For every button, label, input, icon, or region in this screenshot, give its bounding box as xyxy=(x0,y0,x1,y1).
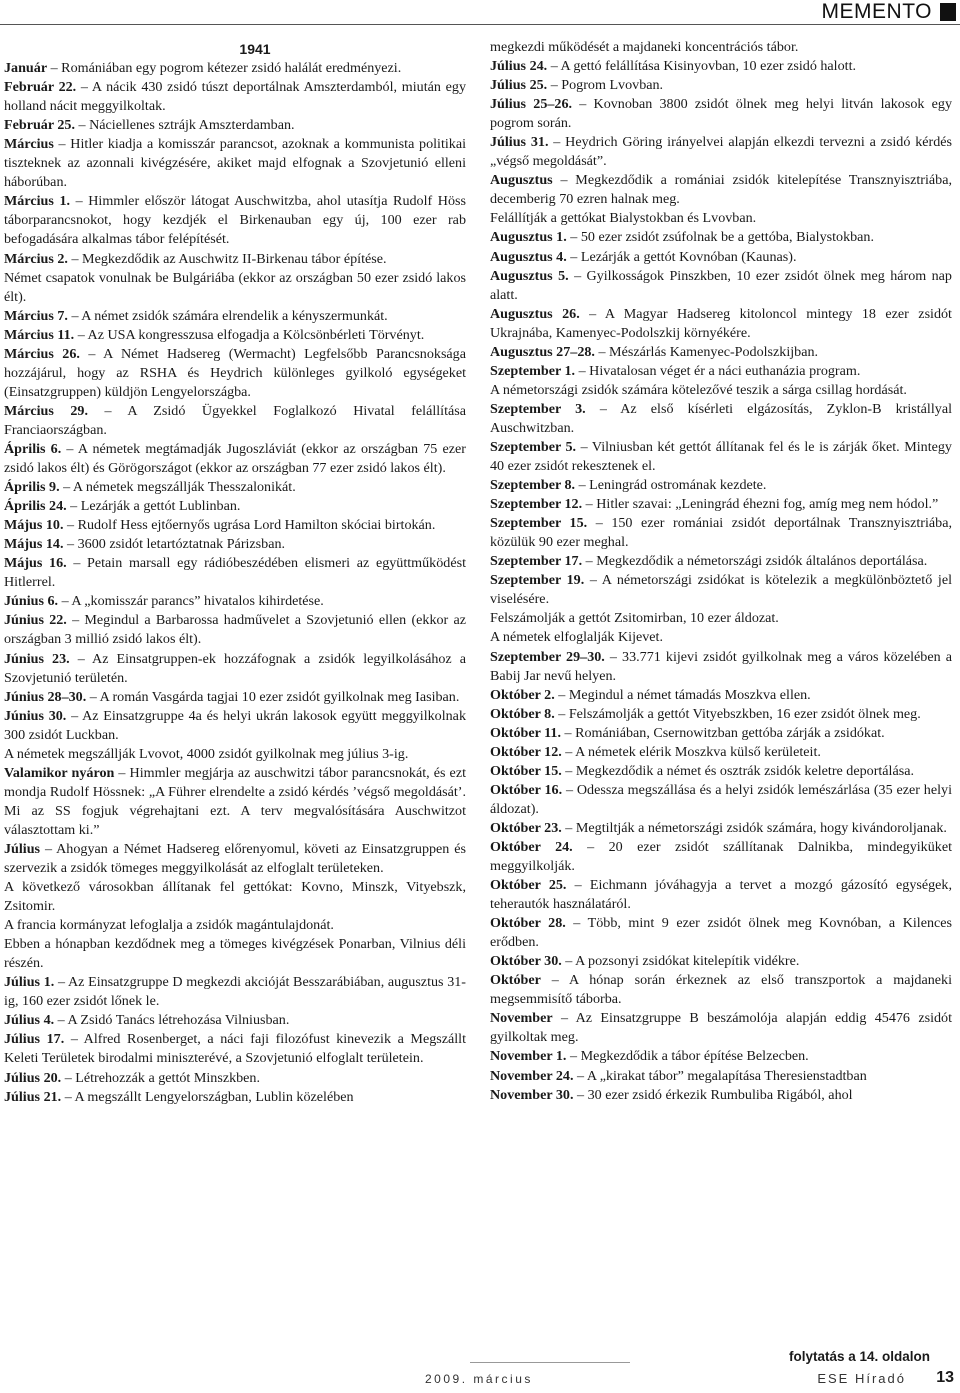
timeline-entry xyxy=(490,971,952,1009)
entry-text: – Gyilkosságok Pinszkben, 10 ezer zsidót ölnek meg három nap alatt. xyxy=(490,267,952,303)
entry-text: – A hónap során érkeznek az első transzportok a majdaneki megsemmisítő táborba. xyxy=(490,972,952,1008)
entry-text: – Ahogyan a Német Hadsereg előrenyomul, követi az Einsatzgruppen és szervezik a zsidók tömeges meggyilkolását az elfoglalt területeken. xyxy=(4,840,466,877)
entry-date: Július 25. xyxy=(490,77,548,94)
entry-text: – Több, mint 9 ezer zsidót ölnek meg Kovnóban, a Kilences erődben. xyxy=(490,915,952,951)
timeline-entry xyxy=(4,878,466,916)
entry-text: – Leningrád ostromának kezdete. xyxy=(575,477,767,494)
entry-date: Július 20. xyxy=(4,1069,62,1086)
timeline-entry xyxy=(490,609,952,628)
entry-date: Április 9. xyxy=(4,479,60,496)
timeline-entry xyxy=(4,535,466,554)
timeline-entry xyxy=(490,362,952,381)
footer-date: 2009. március xyxy=(425,1372,533,1386)
entry-text: – Lezárják a gettót Lublinban. xyxy=(66,498,241,515)
entry-text: – Megkezdődik a német és osztrák zsidók keletre deportálása. xyxy=(561,762,914,779)
entry-date: Szeptember 17. xyxy=(490,553,583,570)
entry-date: Június 28–30. xyxy=(4,688,87,705)
entry-date: Március 11. xyxy=(4,326,75,343)
entry-text: – Megkezdődik az Auschwitz II-Birkenau tábor építése. xyxy=(67,250,387,267)
section-marker xyxy=(940,3,956,21)
entry-text: – Rudolf Hess ejtőernyős ugrása Lord Hamilton skóciai birtokán. xyxy=(63,517,436,534)
entry-date: Július xyxy=(4,840,41,857)
timeline-entry xyxy=(490,819,952,838)
timeline-entry xyxy=(4,1011,466,1030)
timeline-entry xyxy=(490,876,952,914)
entry-date: Október 11. xyxy=(490,724,561,741)
timeline-entry xyxy=(490,514,952,552)
entry-date: Február 22. xyxy=(4,79,77,96)
entry-date: November xyxy=(490,1010,553,1027)
timeline-entry xyxy=(490,571,952,609)
entry-date: Július 1. xyxy=(4,974,55,991)
entry-date: Június 6. xyxy=(4,593,59,610)
footer-publication: ESE Híradó xyxy=(817,1371,906,1386)
entry-text: – A nácik 430 zsidó túszt deportálnak Amszterdamból, miután egy holland nácit meggyilkoltak. xyxy=(4,79,466,115)
entry-text: – A gettó felállítása Kisinyovban, 10 ezer zsidó halott. xyxy=(547,58,857,75)
timeline-entry xyxy=(490,1067,952,1086)
timeline-entry xyxy=(4,688,466,707)
timeline-entry xyxy=(490,914,952,952)
entry-text: – A Német Hadsereg (Wermacht) Legfelsőbb Parancsnoksága hozzájárul, hogy az RSHA és Heydrich különleges gyilkoló egységeket (Einsatzgruppen) küldjön Lengyelországba. xyxy=(4,345,466,400)
entry-date: Június 22. xyxy=(4,612,67,629)
entry-text: A következő városokban állítanak fel gettókat: Kovno, Minszk, Vityebszk, Zsitomir. xyxy=(4,879,466,915)
entry-date: Október 24. xyxy=(490,838,573,855)
entry-date: Május 14. xyxy=(4,536,64,553)
entry-text: – Az Einsatzgruppe B beszámolója alapján eddig 45476 zsidót gyilkoltak meg. xyxy=(490,1010,952,1046)
timeline-entry xyxy=(4,402,466,440)
entry-date: Január xyxy=(4,60,48,77)
year-heading: 1941 xyxy=(239,41,271,57)
entry-date: Március 2. xyxy=(4,250,68,267)
entry-text: – Alfred Rosenberget, a náci faji filozófust kinevezik a Megszállt Keleti Területek birodalmi miniszterévé, a Szovjetunió elfoglalt területein. xyxy=(4,1031,466,1067)
entry-date: Március xyxy=(4,136,54,153)
entry-text: – Megindul a Barbarossa hadművelet a Szovjetunió ellen (ekkor az országban 3 millió zsidó lakos élt). xyxy=(4,612,466,648)
entry-text: – Odessza megszállása és a helyi zsidók lemészárlása (35 ezer helyi áldozat). xyxy=(490,781,952,817)
entry-text: – Létrehozzák a gettót Minszkben. xyxy=(61,1069,260,1086)
entry-text: – Himmler megjárja az auschwitzi tábor parancsnokát, és ezt mondja Rudolf Hössnek: „A Führer elrendelte a zsidó kérdés ’végső megoldását’. Mi az SS fogjuk végrehajtani ezt. A terv megvalósítására Auschwitzot választottam ki.” xyxy=(4,764,466,838)
timeline-entry xyxy=(490,476,952,495)
entry-date: Október xyxy=(490,972,541,989)
timeline-entry xyxy=(4,497,466,516)
entry-text: – Megkezdődik a romániai zsidók kitelepítése Transznyisztriába, decemberig 70 ezren halnak meg. xyxy=(490,172,952,208)
timeline-entry xyxy=(490,171,952,209)
timeline-entry xyxy=(4,935,466,973)
timeline-entry xyxy=(490,743,952,762)
timeline-entry xyxy=(4,59,466,78)
left-entries xyxy=(4,59,466,1107)
entry-text: – A németek elérik Moszkva külső kerületeit. xyxy=(561,743,821,760)
entry-date: Július 21. xyxy=(4,1088,62,1105)
timeline-entry xyxy=(4,326,466,345)
entry-text: Felállítják a gettókat Bialystokban és Lvovban. xyxy=(490,210,757,227)
timeline-entry xyxy=(4,592,466,611)
entry-date: Szeptember 8. xyxy=(490,477,576,494)
entry-text: – Petain marsall egy rádióbeszédében elismeri az együttműködést Hitlerrel. xyxy=(4,555,466,591)
entry-text: – 30 ezer zsidó érkezik Rumbuliba Rigából, ahol xyxy=(573,1086,853,1103)
timeline-entry xyxy=(490,552,952,571)
entry-date: Október 28. xyxy=(490,915,566,932)
right-column xyxy=(490,38,952,1105)
timeline-entry xyxy=(490,400,952,438)
entry-text: – Vilniusban két gettót állítanak fel és le is zárják őket. Mintegy 40 ezer zsidót rekesztenek el. xyxy=(490,438,952,475)
timeline-entry xyxy=(490,1047,952,1066)
entry-text: – A pozsonyi zsidókat kitelepítik vidékre. xyxy=(561,953,800,970)
timeline-entry xyxy=(4,269,466,307)
entry-date: Valamikor nyáron xyxy=(4,764,115,781)
timeline-entry xyxy=(4,478,466,497)
timeline-entry xyxy=(4,516,466,535)
timeline-entry xyxy=(4,916,466,935)
entry-text: – Mészárlás Kamenyec-Podolszkijban. xyxy=(594,343,819,360)
entry-text: – Eichmann jóváhagyja a tervet a mozgó gázosító egységek, teherautók használatáról. xyxy=(490,877,952,913)
entry-text: – Az első kísérleti elgázosítás, Zyklon-B kristállyal Auschwitzban. xyxy=(490,400,952,436)
timeline-entry xyxy=(4,1030,466,1068)
entry-text: A németek elfoglalják Kijevet. xyxy=(490,629,663,646)
entry-text: – Kovnoban 3800 zsidót ölnek meg helyi litván lakosok egy pogrom során. xyxy=(490,96,952,132)
entry-date: November 24. xyxy=(490,1067,574,1084)
page-number: 13 xyxy=(936,1369,954,1386)
entry-date: November 1. xyxy=(490,1048,567,1065)
entry-text: – A Zsidó Ügyekkel Foglalkozó Hivatal felállítása Franciaországban. xyxy=(4,402,466,438)
timeline-entry xyxy=(490,1086,952,1105)
entry-text: – Himmler először látogat Auschwitzba, ahol utasítja Rudolf Höss táborparancsnokot, hogy kezdjék el Birkenauban egy új, 100 ezer rab befogadására alkalmas tábor felépítését. xyxy=(4,193,466,248)
timeline-entry xyxy=(4,707,466,745)
entry-date: Június 30. xyxy=(4,707,67,724)
entry-text: – Megindul a német támadás Moszkva ellen. xyxy=(554,686,811,703)
timeline-entry xyxy=(490,267,952,305)
timeline-entry xyxy=(490,95,952,133)
entry-text: – A Magyar Hadsereg kitoloncol mintegy 18 ezer zsidót Ukrajnába, Kamenyec-Podolszkij környékére. xyxy=(490,305,952,341)
entry-text: – Hitler kiadja a komisszár parancsot, azoknak a kommunista politikai tiszteknek az azonnali kivégzésére, akiket majd elfognak a Szovjetunió elleni háborúban. xyxy=(4,136,466,191)
timeline-entry xyxy=(490,209,952,228)
entry-text: – A németek megtámadják Jugoszláviát (ekkor az országban 75 ezer zsidó lakos élt) és Görögországot (ekkor az országban 77 ezer zsidó lakos élt). xyxy=(4,440,466,477)
entry-text: megkezdi működését a majdaneki koncentrációs tábor. xyxy=(490,39,799,55)
entry-date: Július 17. xyxy=(4,1031,65,1048)
timeline-entry xyxy=(490,648,952,686)
timeline-entry xyxy=(490,1009,952,1047)
timeline-entry xyxy=(4,745,466,764)
entry-date: Március 1. xyxy=(4,193,71,210)
entry-text: Ebben a hónapban kezdődnek meg a tömeges kivégzések Ponarban, Vilnius déli részén. xyxy=(4,936,466,972)
entry-date: Június 23. xyxy=(4,650,70,667)
entry-text: – A Zsidó Tanács létrehozása Vilniusban. xyxy=(54,1012,290,1029)
timeline-entry xyxy=(490,133,952,171)
entry-date: Augusztus xyxy=(490,172,553,189)
entry-text: – A németországi zsidókat is kötelezik a megkülönböztető jel viselésére. xyxy=(490,572,952,608)
entry-text: – Megtiltják a németországi zsidók számára, hogy kivándoroljanak. xyxy=(561,819,947,836)
entry-text: – Hivatalosan véget ér a náci euthanázia program. xyxy=(575,362,861,379)
timeline-entry xyxy=(490,343,952,362)
entry-date: Szeptember 5. xyxy=(490,438,577,455)
entry-date: Július 31. xyxy=(490,134,549,151)
entry-date: November 30. xyxy=(490,1086,574,1103)
timeline-entry xyxy=(4,1069,466,1088)
timeline-entry xyxy=(490,305,952,343)
entry-date: Július 4. xyxy=(4,1012,55,1029)
timeline-entry xyxy=(4,307,466,326)
entry-date: Szeptember 19. xyxy=(490,572,585,589)
timeline-entry xyxy=(4,650,466,688)
entry-date: Augusztus 26. xyxy=(490,305,580,322)
entry-date: Október 16. xyxy=(490,781,563,798)
timeline-entry xyxy=(4,192,466,249)
entry-text: – 20 ezer zsidót szállítanak Dalnikba, mindegyiküket meggyilkolják. xyxy=(490,838,952,875)
entry-date: Augusztus 1. xyxy=(490,229,567,246)
entry-date: Október 30. xyxy=(490,953,562,970)
entry-text: – Lezárják a gettót Kovnóban (Kaunas). xyxy=(566,248,797,265)
entry-date: Október 2. xyxy=(490,686,555,703)
timeline-entry xyxy=(490,781,952,819)
entry-date: Augusztus 27–28. xyxy=(490,343,595,360)
entry-date: Április 24. xyxy=(4,498,67,515)
entry-text: A németországi zsidók számára kötelezővé teszik a sárga csillag hordását. xyxy=(490,381,907,398)
timeline-entry xyxy=(490,724,952,743)
timeline-entry xyxy=(490,381,952,400)
entry-text: – A „kirakat tábor” megalapítása Theresienstadtban xyxy=(573,1067,867,1084)
entry-date: Október 12. xyxy=(490,743,562,760)
timeline-entry xyxy=(490,628,952,647)
entry-date: Május 10. xyxy=(4,517,64,534)
timeline-entry xyxy=(4,611,466,649)
entry-text: – Megkezdődik a tábor építése Belzecben. xyxy=(566,1048,809,1065)
entry-date: Szeptember 29–30. xyxy=(490,648,605,665)
entry-text: – Romániában egy pogrom kétezer zsidó halálát eredményezi. xyxy=(47,60,402,77)
entry-date: Május 16. xyxy=(4,555,67,572)
entry-date: Augusztus 4. xyxy=(490,248,567,265)
timeline-entry xyxy=(490,705,952,724)
entry-text: – Felszámolják a gettót Vityebszkben, 16 ezer zsidót ölnek meg. xyxy=(554,705,921,722)
timeline-entry xyxy=(4,840,466,878)
entry-date: Október 23. xyxy=(490,819,562,836)
entry-text: – Pogrom Lvovban. xyxy=(547,77,664,94)
entry-text: – A német zsidók számára elrendelik a kényszermunkát. xyxy=(67,307,388,324)
left-column xyxy=(4,40,466,1107)
entry-date: Március 29. xyxy=(4,402,88,419)
timeline-entry xyxy=(4,135,466,192)
entry-date: Október 25. xyxy=(490,877,567,894)
entry-date: Július 24. xyxy=(490,58,548,75)
entry-date: Szeptember 12. xyxy=(490,496,583,513)
timeline-entry xyxy=(490,228,952,247)
timeline-entry xyxy=(490,248,952,267)
entry-text: – Heydrich Göring irányelvei alapján elkezdi tervezni a zsidó kérdés „végső megoldását”. xyxy=(490,134,952,170)
timeline-entry xyxy=(490,838,952,876)
entry-date: Február 25. xyxy=(4,117,75,134)
entry-text: – Az USA kongresszusa elfogadja a Kölcsönbérleti Törvényt. xyxy=(74,326,425,343)
entry-text: – 50 ezer zsidót zsúfolnak be a gettóba, Bialystokban. xyxy=(566,229,874,246)
timeline-entry xyxy=(490,686,952,705)
right-entries xyxy=(490,38,952,1105)
timeline-entry xyxy=(4,973,466,1011)
entry-text: – Náciellenes sztrájk Amszterdamban. xyxy=(75,117,295,134)
entry-date: Október 15. xyxy=(490,762,562,779)
entry-text: A németek megszállják Lvovot, 4000 zsidót gyilkolnak meg július 3-ig. xyxy=(4,745,409,762)
timeline-entry xyxy=(490,76,952,95)
entry-text: – A megszállt Lengyelországban, Lublin közelében xyxy=(61,1088,354,1105)
entry-text: – Hitler szavai: „Leningrád éhezni fog, amíg meg nem hódol.” xyxy=(582,496,939,513)
timeline-entry xyxy=(490,438,952,476)
entry-text: Német csapatok vonulnak be Bulgáriába (ekkor az országban 50 ezer zsidó lakos élt). xyxy=(4,269,466,305)
entry-date: Április 6. xyxy=(4,440,62,457)
header-rule xyxy=(0,24,960,25)
footer-rule xyxy=(470,1362,630,1363)
entry-date: Október 8. xyxy=(490,705,555,722)
timeline-entry xyxy=(4,116,466,135)
timeline-entry xyxy=(4,78,466,116)
entry-text: – 3600 zsidót letartóztatnak Párizsban. xyxy=(63,536,286,553)
entry-date: Szeptember 15. xyxy=(490,515,588,532)
timeline-entry xyxy=(4,440,466,478)
entry-text: – Megkezdődik a németországi zsidók általános deportálása. xyxy=(582,553,928,570)
entry-date: Március 26. xyxy=(4,345,80,362)
timeline-entry xyxy=(4,345,466,402)
entry-date: Szeptember 3. xyxy=(490,400,586,417)
entry-text: – Az Einsatzgruppe 4a és helyi ukrán lakosok együtt meggyilkolnak 300 zsidót Luckban. xyxy=(4,707,466,743)
entry-text: – Az Einsatgruppen-ek hozzáfognak a zsidók legyilkolásához a Szovjetunió területén. xyxy=(4,650,466,686)
entry-text: Felszámolják a gettót Zsitomirban, 10 ezer áldozat. xyxy=(490,610,779,627)
timeline-entry xyxy=(4,554,466,592)
section-title: MEMENTO xyxy=(821,0,932,23)
entry-text: – A németek megszállják Thesszalonikát. xyxy=(59,479,296,496)
timeline-entry xyxy=(4,1088,466,1107)
entry-text: – A román Vasgárda tagjai 10 ezer zsidót gyilkolnak meg Iasiban. xyxy=(86,688,460,705)
timeline-entry xyxy=(4,250,466,269)
timeline-entry xyxy=(490,38,952,57)
timeline-entry xyxy=(490,57,952,76)
entry-text: – 150 ezer romániai zsidót deportálnak Transznyisztriába, közülük 90 ezer meghal. xyxy=(490,515,952,551)
entry-text: A francia kormányzat lefoglalja a zsidók magántulajdonát. xyxy=(4,917,334,934)
entry-text: – 33.771 kijevi zsidót gyilkolnak meg a város közelében a Babij Jar nevű helyen. xyxy=(490,648,952,684)
timeline-entry xyxy=(490,952,952,971)
entry-text: – Romániában, Csernowitzban gettóba zárják a zsidókat. xyxy=(561,724,885,741)
entry-date: Augusztus 5. xyxy=(490,267,569,284)
entry-date: Július 25–26. xyxy=(490,96,573,113)
timeline-entry xyxy=(490,495,952,514)
entry-text: – Az Einsatzgruppe D megkezdi akcióját Besszarábiában, augusztus 31-ig, 160 ezer zsidót lőnek le. xyxy=(4,974,466,1010)
timeline-entry xyxy=(490,762,952,781)
entry-date: Szeptember 1. xyxy=(490,362,576,379)
entry-text: – A „komisszár parancs” hivatalos kihirdetése. xyxy=(58,593,324,610)
entry-date: Március 7. xyxy=(4,307,68,324)
timeline-entry xyxy=(4,764,466,840)
continuation-note: folytatás a 14. oldalon xyxy=(788,1349,930,1364)
